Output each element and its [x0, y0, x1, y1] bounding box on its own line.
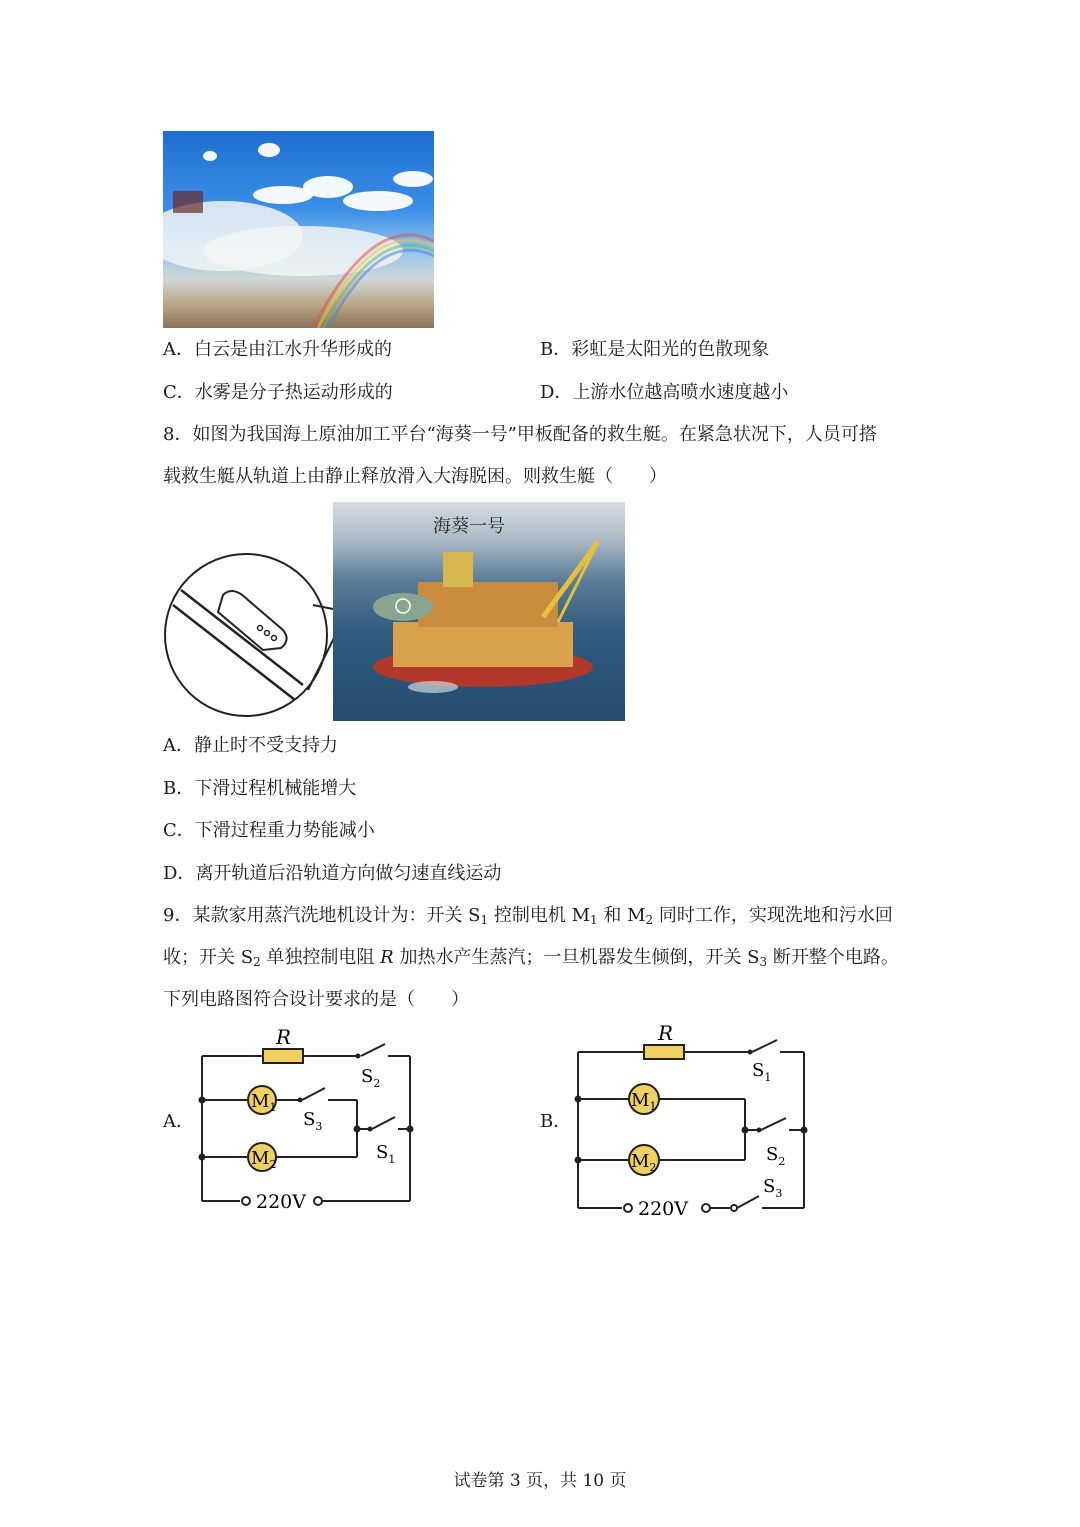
q8-stem-line1: 8．如图为我国海上原油加工平台“海葵一号”甲板配备的救生艇。在紧急状况下，人员可搭	[163, 424, 877, 445]
circuit-b-source-label: 220V	[638, 1198, 688, 1220]
circuit-b-option-letter: B．	[540, 1111, 572, 1132]
circuit-b-s1-label: $S_1$	[752, 1060, 772, 1084]
q8-option-b: B．下滑过程机械能增大	[163, 778, 357, 799]
q9-stem-line2: 收；开关 $S_2$ 单独控制电阻 R 加热水产生蒸汽；一旦机器发生倾倒，开关 $S_3$ 断开整个电路。	[163, 947, 899, 969]
platform-photo-label: 海葵一号	[433, 516, 505, 537]
q8-option-d: D．离开轨道后沿轨道方向做匀速直线运动	[163, 863, 502, 884]
circuit-b-resistor-label: R	[658, 1021, 674, 1045]
q7-option-c: C．水雾是分子热运动形成的	[163, 382, 393, 403]
circuit-b-m2-label: $M_2$	[631, 1151, 657, 1174]
q8-option-c: C．下滑过程重力势能减小	[163, 820, 375, 841]
q7-option-a: A．白云是由江水升华形成的	[163, 339, 392, 360]
q8-option-a: A．静止时不受支持力	[163, 735, 338, 756]
circuit-b-s3-label: $S_3$	[763, 1176, 783, 1200]
q7-option-b: B．彩虹是太阳光的色散现象	[540, 339, 770, 360]
circuit-a-m2-label: $M_2$	[251, 1148, 277, 1171]
lifeboat-magnifier	[163, 550, 338, 735]
q9-stem-line1: 9．某款家用蒸汽洗地机设计为：开关 $S_1$ 控制电机 $M_1$ 和 $M_2$ 同时工作，实现洗地和污水回	[163, 905, 893, 927]
q7-option-d: D．上游水位越高喷水速度越小	[540, 382, 789, 403]
circuit-a-source-label: 220V	[256, 1191, 306, 1213]
circuit-a-s1-label: $S_1$	[376, 1142, 396, 1166]
circuit-b-m1-label: $M_1$	[631, 1090, 657, 1113]
circuit-a-resistor-label: R	[276, 1025, 292, 1049]
platform-photo	[333, 502, 625, 721]
circuit-a-s3-label: $S_3$	[303, 1109, 323, 1133]
q9-stem-line3: 下列电路图符合设计要求的是（ ）	[163, 989, 469, 1010]
circuit-b-s2-label: $S_2$	[766, 1144, 786, 1168]
circuit-b	[540, 1018, 820, 1223]
rainbow-photo	[163, 131, 434, 328]
circuit-a-s2-label: $S_2$	[361, 1066, 381, 1090]
q8-stem-line2: 载救生艇从轨道上由静止释放滑入大海脱困。则救生艇（ ）	[163, 466, 667, 487]
circuit-a-m1-label: $M_1$	[251, 1091, 277, 1114]
page-footer: 试卷第 3 页，共 10 页	[453, 1471, 627, 1491]
circuit-a	[160, 1020, 430, 1220]
circuit-a-option-letter: A．	[163, 1111, 194, 1132]
